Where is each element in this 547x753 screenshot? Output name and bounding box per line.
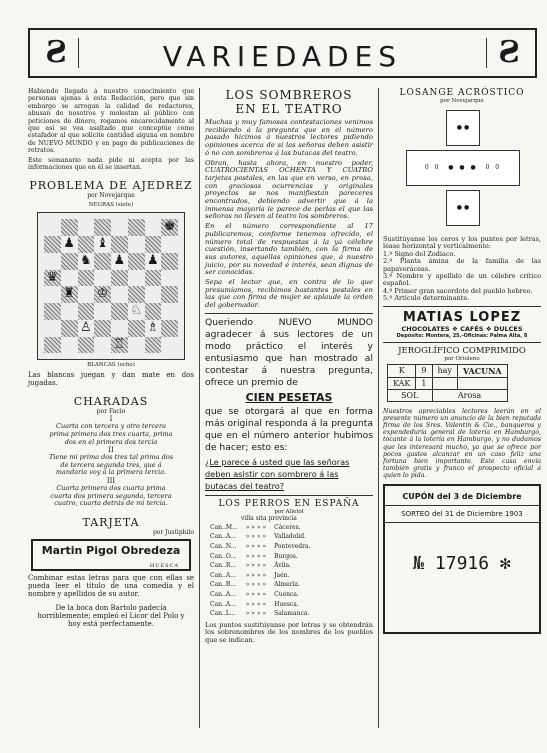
chess-square <box>161 303 178 320</box>
perros-dots: » » » » <box>245 581 267 589</box>
chess-square <box>128 286 145 303</box>
perros-dots: » » » » <box>245 591 267 599</box>
chess-square: ♔ <box>94 286 111 303</box>
chess-square <box>44 253 61 270</box>
divider <box>385 522 539 523</box>
perros-can: Can..R... <box>210 562 237 570</box>
perros-province: Burgos. <box>274 552 298 560</box>
jero-cell: 9 <box>416 364 432 377</box>
chess-square <box>111 236 128 253</box>
chess-square <box>44 320 61 337</box>
divider <box>383 306 541 307</box>
chess-square <box>145 219 162 236</box>
divider <box>205 313 373 314</box>
chess-square <box>145 303 162 320</box>
perros-can: Can..N... <box>210 543 237 551</box>
losange-item-4: 4.º Primer gran sacerdote del pueblo hebreo. <box>383 286 533 295</box>
sombreros-title: LOS SOMBREROS <box>225 88 353 102</box>
perros-province: Ávila. <box>274 562 291 570</box>
chess-square <box>161 286 178 303</box>
chess-square: ♝ <box>96 236 109 252</box>
chess-square <box>161 320 178 337</box>
chess-square <box>94 303 111 320</box>
perros-can: Can..B... <box>210 581 236 589</box>
chess-square: ♟ <box>63 236 75 252</box>
lottery-notice: Nuestros apreciables lectores leerán en el presente número un anuncio de la bien reputada firma de los Sres. Valentín & Cie., banqueros y expendeduría general de lotería en Hamburgo, tocante á la lotería en Hamburgo, y no dudamos que les interesará mucho, ya que se ofrece por pocos gastos alcanzar en un caso feliz una fortuna bien importante. Este casa envía también gratis y franco el prospecto oficial á quien lo pida. <box>383 407 541 480</box>
chess-square: ♜ <box>61 286 78 303</box>
chess-square <box>61 219 78 236</box>
chess-square <box>44 286 61 303</box>
losange-item-5: 5.º Artículo determinante. <box>383 294 470 303</box>
chess-white-label: BLANCAS (ocho) <box>87 362 135 369</box>
losange-cell-top: ● ● <box>446 110 480 146</box>
chess-square <box>128 253 145 270</box>
chess-square <box>128 270 145 287</box>
perros-row <box>207 562 314 570</box>
losange-title: LOSANGE ACRÓSTICO <box>399 88 525 98</box>
card-city: HUESCA <box>149 562 179 569</box>
jero-cell: VACUNA <box>457 364 507 377</box>
perros-dots: » » » » <box>245 562 267 570</box>
chess-square <box>111 286 128 303</box>
perros-can: Can..A... <box>210 600 236 608</box>
column-middle <box>205 88 373 644</box>
perros-province: Valladolid. <box>274 533 306 541</box>
intro-notice: Habiendo llegado á nuestro conocimiento que personas ajenas á esta Redacción, pero que sin embargo se arrogan la calidad de redactores, abusan de nosotros y molestan al público con peticiones de dinero, rogamos encarecidamente al que así se vea asaltado que conceptúe como estafador al que solicite cantidad alguna en nombre de NUEVO MUNDO y en pago de publicaciones de retratos. <box>28 88 194 155</box>
chess-square <box>61 303 78 320</box>
losange-item-1: 1.º Signo del Zodiaco. <box>383 249 456 258</box>
chess-square <box>161 236 178 253</box>
matias-lopez-ad: MATIAS LOPEZ <box>402 309 522 325</box>
lottery-coupon <box>383 484 541 634</box>
tarjeta-title: TARJETA <box>82 515 140 529</box>
chess-square <box>94 219 111 236</box>
losange-author: por Novejarque <box>440 98 484 104</box>
losange-note: Sustitúyanse los ceros y los puntos por letras, léase horizontal y verticalmente: <box>383 235 541 251</box>
chess-square: ♛ <box>44 270 61 287</box>
chess-square <box>78 236 95 253</box>
charadas-title: CHARADAS <box>73 395 149 409</box>
column-left <box>28 88 194 628</box>
chess-square: ♙ <box>80 319 92 335</box>
coupon-date: CUPÓN del 3 de Diciembre <box>402 491 522 501</box>
matias-address: Depósito: Montera, 25.-Oficinas: Palma Alta, 8 <box>396 332 528 339</box>
chess-square <box>44 236 61 253</box>
premio-amount: CIEN PESETAS <box>245 390 333 404</box>
premio-text: Queriendo NUEVO MUNDO agradecer á sus lectores de un modo práctico el interés y entusiasmo que han mostrado al contestar á nuestra pregunta, ofrece un premio de <box>205 316 373 388</box>
perros-dots: » » » » <box>245 600 267 608</box>
tarjeta-note: Combinar estas letras para que con ellas se pueda leer el título de una comedia y el nombre y apellidos de su autor. <box>28 573 194 598</box>
chess-square <box>61 270 78 287</box>
jeroglifico-title: JEROGLÍFICO COMPRIMIDO <box>398 345 526 356</box>
chess-square <box>128 320 145 337</box>
chess-square <box>161 253 178 270</box>
perros-province: Cuenca. <box>274 591 299 599</box>
chess-square <box>78 337 95 354</box>
chess-square <box>44 337 61 354</box>
chess-black-label: NEGRAS (siete) <box>88 202 134 209</box>
jero-cell <box>432 377 457 389</box>
perros-row <box>207 601 314 609</box>
perros-can: Can..A... <box>210 591 236 599</box>
losange-item-2: 2.º Planta ámina de la familia de las papaveráceas. <box>383 257 541 273</box>
divider <box>385 505 539 506</box>
chess-square <box>44 219 61 236</box>
jeroglifico-author: por Orioleno <box>444 355 480 362</box>
perros-can: Can..L... <box>210 610 236 618</box>
perros-author: por Alletol <box>274 508 304 515</box>
divider <box>383 342 541 343</box>
chess-square <box>78 303 95 320</box>
chess-square <box>94 337 111 354</box>
chess-square <box>111 303 128 320</box>
chess-square <box>94 320 111 337</box>
perros-row <box>207 524 314 532</box>
banner-ornament-left: Ƨ <box>34 38 79 68</box>
losange-cell-middle: 0 0 ● ● ● 0 0 <box>406 150 520 186</box>
column-divider-2 <box>378 88 379 728</box>
chess-square <box>111 320 128 337</box>
perros-note: Los puntos sustitúyanse por letras y se obtendrán los sobrenombres de los nombres de los pueblos que se indican. <box>205 620 373 644</box>
sombreros-p2: Obran, hasta ahora, en nuestro poder, CUATROCIENTAS OCHENTA Y CUATRO tarjetas postales, en las que en verso, en prosa, con graciosas ocurrencias y originales proyectos se nos manifiestan pareceres encontrados, debiendo advertir que á la inmensa mayoría le parece de perlas el que las señoras no lleven al teatro los sombreros. <box>205 158 373 221</box>
sombreros-p1: Muchas y muy famosas contestaciones venimos recibiendo á la pregunta que en el número pasado hicimos á nuestros lectores pidiendo opiniones acerca de si las señoras deben asistir ó no con sombreros á las butacas del teatro. <box>205 118 373 157</box>
chess-square: ♘ <box>130 303 142 319</box>
perros-row <box>207 533 314 541</box>
chess-square <box>145 286 162 303</box>
perros-dots: » » » » <box>245 543 267 551</box>
visiting-card <box>31 539 191 571</box>
chess-author: por Novejarque <box>87 192 135 200</box>
chess-square <box>78 219 95 236</box>
sombreros-title-2: EN EL TEATRO <box>235 102 343 116</box>
jero-cell: Arosa <box>432 389 507 401</box>
coupon-number: № 17916 ✻ <box>413 552 511 574</box>
chess-square <box>145 270 162 287</box>
chess-board <box>44 219 178 353</box>
jero-cell: hay <box>432 364 457 377</box>
section-banner <box>28 28 537 78</box>
premio-text-2: que se otorgará al que en forma más original responda á la pregunta que en el número anterior hubimos de hacer; esto es: <box>205 405 373 453</box>
column-divider-1 <box>199 88 200 728</box>
perros-can: Can..A... <box>210 533 236 541</box>
chess-square <box>161 337 178 354</box>
chess-square <box>78 286 95 303</box>
intro-notice-2: Este semanario nada pide ni acepta por las informaciones que en él se insertan. <box>28 156 194 172</box>
charada-1-text: Cuarta con tercera y otro tercera prima primera dos tres cuarta, prima dos en el primera dos tercia <box>49 422 173 446</box>
perros-can: Can..A... <box>210 571 236 579</box>
banner-ornament-right: Ƨ <box>486 38 531 68</box>
divider <box>205 495 373 496</box>
losange-grid <box>398 106 526 234</box>
perros-row <box>207 572 314 580</box>
chess-square: ♚ <box>161 219 178 236</box>
charada-2-text: Tiene mi prima dos tres tal prima dos de tercera segunda tres, que á mandaria voy á la primera tercia. <box>48 453 174 477</box>
sombreros-p4: Sepa el lector que, en contra de lo que presumíamos, recibimos bastantes postales en las que con firma de mujer se aplaude la orden del gobernador. <box>205 278 373 310</box>
chess-square <box>61 337 78 354</box>
card-name: Martin Pigol Obredeza <box>41 543 181 557</box>
jeroglifico-table <box>387 364 508 402</box>
perros-row <box>207 610 314 618</box>
chess-square: ♟ <box>147 252 159 268</box>
perros-dots: » » » » <box>245 533 267 541</box>
charada-3-number: III <box>106 477 116 486</box>
perros-row <box>207 591 314 599</box>
chess-square: ♗ <box>147 319 159 335</box>
coupon-draw: SORTEO del 31 de Diciembre 1903 <box>401 509 523 518</box>
perros-province: Cáceres. <box>274 523 301 531</box>
chess-square <box>128 236 145 253</box>
chess-title: PROBLEMA DE AJEDREZ <box>29 179 193 193</box>
chess-note: Las blancas juegan y dan mate en dos jugadas. <box>28 371 194 388</box>
chess-square <box>111 270 128 287</box>
perros-province: Pontevedra. <box>274 543 311 551</box>
perros-can: Can..M... <box>210 523 238 531</box>
chess-square <box>145 337 162 354</box>
chess-square <box>61 253 78 270</box>
chess-square: ♖ <box>111 337 128 354</box>
perros-dots: » » » » <box>245 610 267 618</box>
charada-3-text: Cuarta primera dos cuarta prima cuarta dos primera segunda, tercera cuatro, cuarta detrás de mi tercia. <box>50 484 172 508</box>
perros-row <box>207 543 314 551</box>
pregunta: ¿Le parece á usted que las señoras deben asistir con sombrero á las butacas del teatro? <box>205 456 350 491</box>
tarjeta-author: por Justiphilo <box>152 528 194 536</box>
perros-row <box>207 581 314 589</box>
perros-province: Jaén. <box>274 571 290 579</box>
chess-square <box>44 303 61 320</box>
column-right <box>383 88 541 634</box>
chess-square: ♞ <box>80 252 92 268</box>
chess-square <box>145 236 162 253</box>
perros-province: Almería. <box>274 581 300 589</box>
chess-square: ♟ <box>113 252 126 268</box>
charada-2-number: II <box>108 446 114 455</box>
jero-cell: SOL <box>388 389 433 401</box>
perros-province: Huesca. <box>274 600 299 608</box>
perros-dots: » » » » <box>245 571 267 579</box>
perros-dots: » » » » <box>245 523 267 531</box>
chess-square <box>94 270 111 287</box>
perros-header: villa sita provincia <box>241 514 297 522</box>
chess-square <box>128 219 145 236</box>
perros-dots: » » » » <box>245 552 267 560</box>
section-title: VARIEDADES <box>162 40 403 73</box>
chess-square <box>111 219 128 236</box>
jero-cell: 1 <box>416 377 432 389</box>
sombreros-p3: En el número correspondiente al 17 publicaremos, conforme tenemos ofrecido, el número total de respuestas á la yá célebre cuestión, insertando también, con la firma de sus autores, aquellas opiniones que, á nuestro juicio, por su novedad é interés, sean dignas de ser conocidas. <box>205 222 373 277</box>
chess-square <box>161 270 178 287</box>
perros-row <box>207 553 314 561</box>
perros-title: LOS PERROS EN ESPAÑA <box>218 498 360 509</box>
charada-1-number: I <box>109 415 113 424</box>
licor-ad: De la boca don Bartolo padecía horriblemente; empleó el Licor del Polo y hoy está perfectamente. <box>37 603 185 628</box>
chess-square <box>94 253 111 270</box>
perros-province: Salamanca. <box>274 610 310 618</box>
matias-products: CHOCOLATES ❖ CAFÉS ❖ DULCES <box>401 324 523 333</box>
chess-diagram <box>37 212 185 360</box>
jero-cell: KAK <box>388 377 416 389</box>
chess-square <box>61 320 78 337</box>
losange-cell-bottom: ● ● <box>446 190 480 226</box>
charadas-author: por Facio <box>96 408 126 416</box>
chess-square <box>78 270 95 287</box>
chess-square <box>128 337 145 354</box>
losange-item-3: 3.º Nombre y apellido de un célebre crítico español. <box>383 272 541 288</box>
jero-cell <box>457 377 507 389</box>
perros-table <box>205 522 316 620</box>
perros-can: Can..O... <box>210 552 237 560</box>
jero-cell: K <box>388 364 416 377</box>
